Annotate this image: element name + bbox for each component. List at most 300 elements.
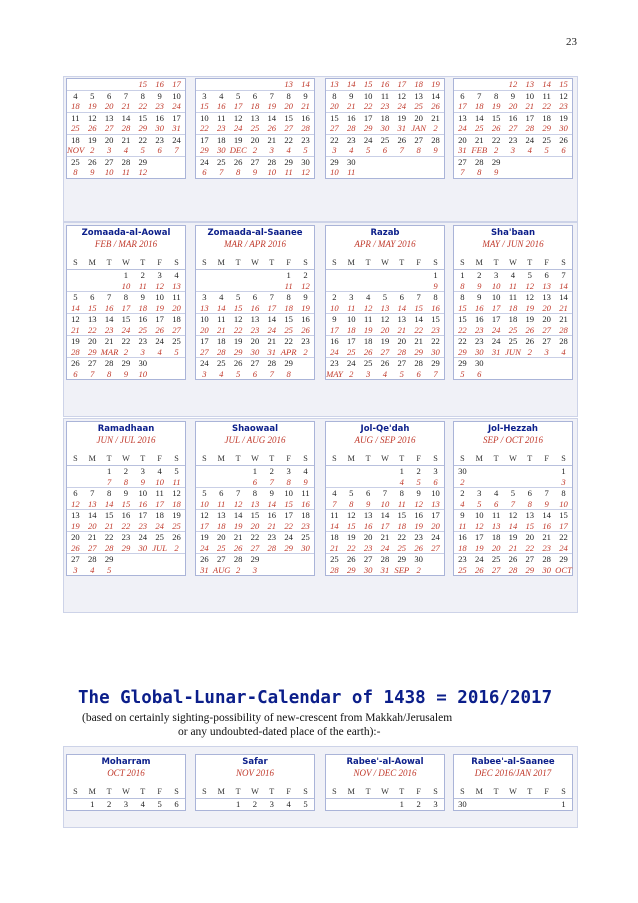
date-cell: 22 (284, 336, 293, 346)
date-cell: 4 (510, 270, 516, 280)
date-cell: 14 (559, 292, 568, 302)
gregorian-date-row (454, 123, 572, 134)
date-cell: 22 (491, 134, 501, 145)
date-cell: 16 (121, 510, 131, 520)
weekday-label: T (521, 256, 538, 270)
date-cell: DEC (229, 145, 247, 155)
date-cell: 21 (267, 336, 277, 346)
date-cell: 19 (346, 532, 356, 542)
date-cell: 6 (174, 799, 179, 809)
date-cell: 10 (525, 90, 535, 101)
gregorian-date-row (326, 167, 444, 178)
date-cell: 17 (346, 336, 356, 346)
date-cell: 7 (235, 488, 241, 498)
gregorian-months: JUL / AUG 2016 (224, 435, 286, 445)
date-cell: 16 (427, 303, 444, 314)
date-cell: 25 (172, 336, 181, 346)
gregorian-date-row (67, 281, 185, 292)
date-cell (263, 565, 280, 576)
date-cell: 9 (303, 90, 308, 101)
hijri-date-row (67, 466, 185, 477)
date-cell: 14 (233, 510, 243, 520)
date-cell: 2 (521, 347, 538, 358)
date-cell: 4 (219, 90, 224, 101)
date-cell: 16 (330, 336, 339, 346)
date-cell: 7 (263, 477, 280, 488)
date-cell: 5 (134, 145, 151, 156)
gregorian-months: APR / MAY 2016 (354, 239, 416, 249)
date-cell: 18 (67, 101, 84, 112)
date-cell: 12 (71, 314, 80, 324)
date-cell: 2 (235, 564, 241, 575)
date-cell: 26 (84, 123, 101, 134)
date-cell: 4 (73, 90, 78, 101)
calendar-table (326, 452, 444, 575)
date-cell: 3 (286, 466, 291, 476)
hijri-month-name: Razab (370, 228, 400, 238)
date-cell: 8 (332, 90, 337, 101)
date-cell (471, 79, 488, 90)
date-cell: 12 (505, 79, 522, 90)
date-cell: 15 (250, 510, 260, 520)
date-cell: 3 (505, 145, 522, 156)
date-cell: 22 (284, 134, 293, 145)
date-cell: 29 (84, 347, 101, 358)
date-cell: 24 (326, 347, 343, 358)
gregorian-date-row (326, 565, 444, 576)
date-cell: 18 (330, 532, 339, 542)
date-cell: 25 (508, 336, 518, 346)
date-cell: 28 (330, 564, 339, 575)
date-cell (196, 79, 213, 90)
date-cell: 2 (332, 292, 337, 302)
date-cell: 14 (474, 112, 484, 123)
calendar-header (454, 226, 572, 256)
date-cell (263, 79, 280, 90)
calendar-header (196, 755, 314, 785)
calendar-safar (195, 754, 315, 811)
date-cell: 4 (393, 477, 410, 488)
date-cell (118, 554, 135, 565)
gregorian-date-row (326, 281, 444, 292)
date-cell: 8 (460, 292, 465, 302)
date-cell: 7 (544, 488, 549, 498)
hijri-date-row (196, 314, 314, 325)
date-cell: 27 (363, 554, 373, 564)
date-cell: 13 (538, 281, 555, 292)
date-cell: 28 (67, 347, 84, 358)
hijri-date-row (196, 134, 314, 145)
date-cell: 8 (118, 477, 135, 488)
date-cell: 16 (301, 112, 310, 123)
date-cell: 25 (247, 123, 264, 134)
date-cell: 17 (454, 101, 471, 112)
hijri-date-row (326, 532, 444, 543)
date-cell: 27 (250, 156, 260, 167)
date-cell: 20 (542, 314, 551, 324)
date-cell (213, 799, 230, 810)
date-cell (488, 79, 505, 90)
date-cell (67, 270, 84, 281)
gregorian-months: MAR / APR 2016 (223, 239, 287, 249)
date-cell: 22 (250, 532, 260, 542)
date-cell: 17 (155, 314, 164, 324)
date-cell (343, 281, 360, 292)
page-title: The Global-Lunar-Calendar of 1438 = 2016/2017 (78, 688, 553, 708)
gregorian-date-row (326, 145, 444, 156)
date-cell: 26 (521, 325, 538, 336)
date-cell (67, 477, 84, 488)
weekday-label: F (410, 256, 427, 270)
date-cell: 10 (151, 477, 168, 488)
date-cell: 6 (252, 90, 258, 101)
date-cell (343, 270, 360, 281)
date-cell: 24 (155, 336, 164, 346)
date-cell: 26 (233, 156, 243, 167)
date-cell (168, 358, 185, 369)
date-cell: 23 (138, 336, 148, 346)
date-cell: 28 (414, 358, 423, 368)
calendar-header (67, 422, 185, 452)
date-cell: 5 (382, 292, 388, 302)
date-cell: 6 (365, 488, 371, 498)
date-cell: 11 (172, 292, 181, 302)
date-cell: 20 (363, 532, 373, 542)
calendar-header (454, 422, 572, 452)
weekday-label: W (377, 452, 394, 466)
date-cell: 6 (488, 499, 505, 510)
date-cell: 26 (87, 156, 97, 167)
date-cell: 21 (297, 101, 314, 112)
weekday-label: S (555, 785, 572, 799)
date-cell: 24 (168, 101, 185, 112)
date-cell: 13 (542, 292, 551, 302)
date-cell: MAY (326, 368, 343, 379)
weekday-label: T (134, 452, 151, 466)
date-cell: 20 (377, 325, 394, 336)
date-cell: 14 (542, 510, 551, 520)
date-cell: 13 (87, 314, 97, 324)
date-cell: 27 (542, 336, 551, 346)
date-cell: 15 (454, 303, 471, 314)
weekday-label: M (343, 785, 360, 799)
hijri-date-row (67, 358, 185, 369)
date-cell: 17 (196, 521, 213, 532)
date-cell: 11 (155, 488, 164, 498)
date-cell: 22 (104, 532, 114, 542)
gregorian-date-row (454, 145, 572, 156)
date-cell: 3 (140, 466, 145, 476)
date-cell: 27 (280, 123, 297, 134)
date-cell: 7 (106, 292, 112, 302)
date-cell: 3 (263, 145, 280, 156)
date-cell: JUL (152, 542, 168, 553)
date-cell (263, 281, 280, 292)
date-cell: 11 (168, 477, 185, 488)
date-cell: 6 (544, 270, 549, 280)
date-cell: 8 (493, 90, 499, 101)
date-cell (151, 167, 168, 178)
date-cell: 21 (393, 325, 410, 336)
date-cell: 23 (538, 543, 555, 554)
date-cell: 11 (380, 90, 390, 101)
calendar-table (454, 79, 572, 178)
date-cell: 14 (267, 112, 277, 123)
date-cell: 4 (521, 145, 538, 156)
date-cell: 18 (134, 303, 151, 314)
date-cell: 31 (488, 347, 505, 358)
gregorian-date-row (67, 303, 185, 314)
date-cell: 26 (172, 532, 181, 542)
date-cell: 20 (71, 532, 80, 542)
weekday-label: S (555, 452, 572, 466)
date-cell: 29 (104, 554, 114, 564)
calendar-shabaan (453, 225, 573, 380)
gregorian-date-row (67, 167, 185, 178)
date-cell: 15 (230, 303, 247, 314)
date-cell: 8 (410, 145, 427, 156)
hijri-date-row (326, 292, 444, 303)
date-cell: 10 (488, 281, 505, 292)
date-cell: 18 (363, 336, 373, 346)
hijri-date-row (454, 270, 572, 281)
date-cell (263, 270, 280, 281)
date-cell: 25 (168, 521, 185, 532)
date-cell: 26 (508, 554, 518, 564)
date-cell (343, 477, 360, 488)
date-cell: 9 (360, 499, 377, 510)
calendar-header (326, 422, 444, 452)
date-cell: 16 (414, 510, 423, 520)
date-cell: 25 (71, 156, 80, 167)
date-cell: 16 (301, 314, 310, 324)
date-cell (230, 79, 247, 90)
weekday-label: S (196, 256, 213, 270)
date-cell: 27 (505, 123, 522, 134)
date-cell (84, 270, 101, 281)
date-cell: 24 (263, 325, 280, 336)
date-cell (168, 156, 185, 167)
date-cell: 19 (521, 303, 538, 314)
date-cell: 17 (393, 79, 410, 90)
weekday-label: M (213, 785, 230, 799)
date-cell: 12 (87, 112, 97, 123)
calendar-table (196, 79, 314, 178)
date-cell: 26 (559, 134, 568, 145)
date-cell: 19 (67, 521, 84, 532)
date-cell: 31 (393, 123, 410, 134)
date-cell: 4 (140, 799, 145, 809)
date-cell: 8 (286, 292, 291, 302)
calendar-table (196, 256, 314, 379)
date-cell: 10 (104, 167, 114, 177)
date-cell (555, 167, 572, 178)
date-cell (84, 79, 101, 90)
date-cell: 6 (399, 292, 404, 302)
calendar-header (67, 755, 185, 785)
date-cell (297, 369, 314, 380)
date-cell: 8 (235, 167, 241, 177)
date-cell: 29 (491, 156, 501, 167)
date-cell (343, 799, 360, 810)
hijri-date-row (196, 358, 314, 369)
date-cell: 29 (284, 358, 293, 368)
date-cell (326, 270, 343, 281)
gregorian-date-row (196, 167, 314, 178)
weekday-label: T (263, 452, 280, 466)
date-cell (377, 281, 394, 292)
weekday-label: S (67, 256, 84, 270)
hijri-date-row (326, 358, 444, 369)
date-cell: 28 (297, 123, 314, 134)
date-cell: 27 (326, 123, 343, 134)
date-cell: 13 (414, 90, 423, 101)
date-cell (427, 167, 444, 178)
date-cell: 30 (458, 799, 467, 809)
date-cell: 4 (118, 145, 135, 156)
gregorian-date-row (67, 543, 185, 554)
date-cell: 24 (474, 554, 484, 564)
date-cell: 3 (269, 799, 274, 809)
calendar-table (326, 785, 444, 810)
date-cell (360, 270, 377, 281)
date-cell (555, 369, 572, 380)
gregorian-months: JUN / JUL 2016 (96, 435, 156, 445)
date-cell: 16 (471, 303, 488, 314)
weekday-header-row (326, 785, 444, 799)
date-cell: 18 (380, 112, 390, 123)
date-cell: 20 (280, 101, 297, 112)
hijri-date-row (67, 112, 185, 123)
date-cell: 5 (90, 90, 95, 101)
date-cell (360, 466, 377, 477)
date-cell (118, 79, 135, 90)
date-cell: 12 (67, 499, 84, 510)
date-cell: 9 (477, 292, 482, 302)
date-cell (326, 281, 343, 292)
gregorian-date-row (196, 325, 314, 336)
date-cell (505, 156, 522, 167)
date-cell: 19 (233, 336, 243, 346)
date-cell: 28 (213, 347, 230, 358)
date-cell: 29 (138, 156, 148, 167)
date-cell: 5 (202, 488, 207, 498)
date-cell: 13 (250, 112, 260, 123)
date-cell: 2 (84, 145, 101, 156)
date-cell: 13 (247, 499, 264, 510)
date-cell: 31 (168, 123, 185, 134)
date-cell: 18 (542, 112, 551, 123)
date-cell (67, 466, 84, 477)
date-cell: 6 (527, 488, 532, 498)
weekday-label: S (427, 785, 444, 799)
hijri-date-row (67, 488, 185, 499)
weekday-label: M (471, 452, 488, 466)
date-cell: 18 (505, 303, 522, 314)
date-cell: 6 (427, 477, 444, 488)
date-cell: 24 (200, 358, 209, 368)
date-cell: 22 (397, 532, 407, 542)
date-cell: 24 (151, 521, 168, 532)
date-cell (505, 358, 522, 369)
date-cell (134, 554, 151, 565)
date-cell (538, 167, 555, 178)
date-cell: 8 (106, 488, 112, 498)
gregorian-date-row (454, 167, 572, 178)
date-cell: 9 (349, 90, 354, 101)
date-cell: 21 (121, 134, 131, 145)
date-cell: 20 (458, 134, 467, 145)
gregorian-date-row (67, 477, 185, 488)
date-cell (410, 167, 427, 178)
date-cell: 15 (104, 510, 114, 520)
date-cell (230, 270, 247, 281)
date-cell: 15 (343, 521, 360, 532)
hijri-date-row (326, 554, 444, 565)
weekday-header-row (196, 452, 314, 466)
date-cell: 2 (303, 270, 308, 280)
date-cell: 14 (538, 79, 555, 90)
date-cell: 25 (216, 358, 226, 368)
date-cell: 6 (90, 292, 95, 302)
date-cell: 25 (363, 358, 373, 368)
date-cell: 21 (326, 543, 343, 554)
date-cell (377, 466, 394, 477)
date-cell: 4 (382, 368, 388, 379)
date-cell (555, 358, 572, 369)
date-cell: 10 (555, 499, 572, 510)
date-cell: 27 (196, 347, 213, 358)
date-cell: 12 (233, 112, 243, 123)
date-cell: 7 (269, 368, 274, 379)
date-cell: 5 (235, 292, 241, 302)
date-cell: 10 (346, 314, 356, 324)
date-cell: 3 (202, 368, 207, 379)
date-cell: 2 (416, 466, 421, 476)
date-cell: 7 (269, 90, 274, 101)
weekday-header-row (454, 785, 572, 799)
date-cell (377, 270, 394, 281)
date-cell (213, 79, 230, 90)
weekday-label: S (427, 256, 444, 270)
date-cell (377, 167, 394, 178)
calendar-moharram (66, 754, 186, 811)
date-cell: 27 (250, 358, 260, 368)
date-cell: 30 (458, 466, 467, 476)
weekday-label: S (297, 256, 314, 270)
date-cell: 11 (343, 303, 360, 314)
date-cell: 2 (118, 347, 135, 358)
weekday-label: T (521, 452, 538, 466)
date-cell (230, 477, 247, 488)
date-cell: 1 (561, 466, 566, 476)
weekday-label: F (410, 785, 427, 799)
weekday-label: W (247, 785, 264, 799)
gregorian-date-row (454, 303, 572, 314)
weekday-label: F (538, 785, 555, 799)
date-cell: 15 (559, 510, 568, 520)
date-cell (230, 281, 247, 292)
weekday-header-row (454, 256, 572, 270)
date-cell: 28 (104, 358, 114, 368)
weekday-label: F (280, 452, 297, 466)
date-cell (247, 281, 264, 292)
date-cell (196, 466, 213, 477)
date-cell: 14 (555, 281, 572, 292)
calendar-jol-hezzah (453, 421, 573, 576)
date-cell (488, 477, 505, 488)
date-cell: 20 (326, 101, 343, 112)
